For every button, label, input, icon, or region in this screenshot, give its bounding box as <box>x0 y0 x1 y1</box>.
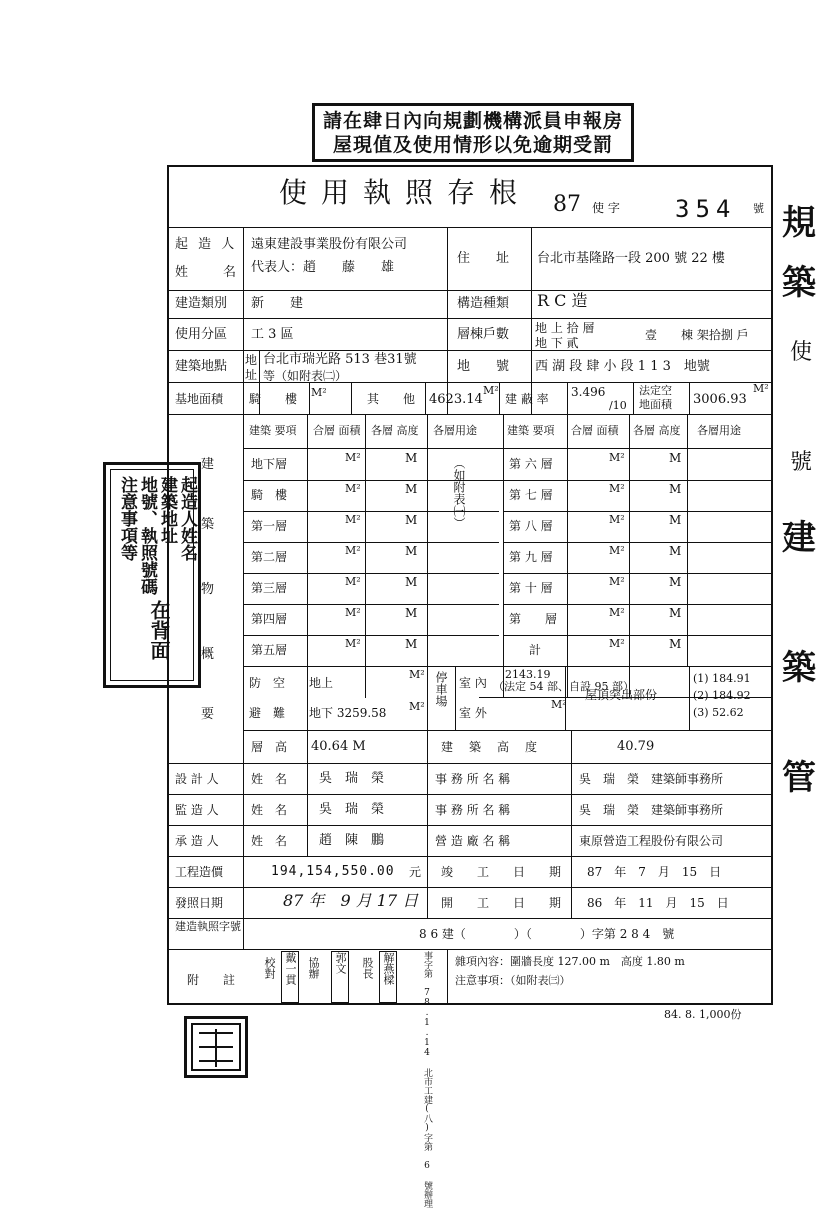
roof-3: (3) 52.62 <box>693 706 744 719</box>
indoor-value: 2143.19 <box>505 668 551 681</box>
unit-area: M² <box>345 575 361 588</box>
indoor-legal: （法定 54 部、自設 95 部） <box>493 680 634 693</box>
row-floor-9: 第 九 層 <box>509 550 553 564</box>
row-floor-3: 第三層 <box>251 581 288 595</box>
legal-label-1: 法定空 <box>639 384 672 397</box>
start-date: 86 年 11 月 15 日 <box>587 896 729 910</box>
bldg-side-3: 物 <box>201 582 215 597</box>
coverage-label: 建 蔽 率 <box>505 392 549 406</box>
zoning-label: 使用分區 <box>175 327 228 342</box>
cost-value: 194,154,550.00 <box>271 864 395 879</box>
signer-engineer: 戴一貫 <box>281 951 299 1003</box>
signer-clerk: 郭文 <box>331 951 349 1003</box>
col-area-right: 合層 面積 <box>571 424 619 437</box>
col-usage-right: 各層用途 <box>697 424 741 437</box>
unit-h: M <box>405 637 418 651</box>
row-floor-6: 第 六 層 <box>509 457 553 471</box>
header-suffix: 號 <box>753 202 764 215</box>
row-floor-4: 第四層 <box>251 612 288 626</box>
side-stamp-col4: 注意事項等 <box>117 476 137 561</box>
floor-height-label: 層 高 <box>251 740 288 754</box>
unit-h: M <box>405 482 418 496</box>
builder-label: 起 造 人 <box>175 237 238 252</box>
coverage-value: 3.496 <box>571 385 606 399</box>
col-height-left: 各層 高度 <box>371 424 419 437</box>
designer-office-label: 事 務 所 名 稱 <box>435 772 511 786</box>
permit-value: 8 6 建（ ）（ ）字第 2 8 4 號 <box>419 927 675 941</box>
right-frag-3: 使 <box>790 340 813 365</box>
signer-section: 解燕樑 <box>379 951 397 1003</box>
bldg-side-5: 要 <box>201 707 215 722</box>
base-label: 基地面積 <box>175 392 224 406</box>
issue-label: 發照日期 <box>175 896 224 910</box>
category-value: 新 建 <box>251 296 304 311</box>
unit-area: M² <box>609 451 625 464</box>
location-address-2: 等（如附表㈡） <box>263 369 348 383</box>
notes-attention: 注意事項：（如附表㈢） <box>455 974 571 987</box>
supervisor-label: 監 造 人 <box>175 803 219 817</box>
cost-label: 工程造價 <box>175 865 224 879</box>
lot-label: 地 號 <box>457 359 510 374</box>
location-prefix-1: 地 <box>245 353 258 367</box>
contractor-office-label: 營 造 廠 名 稱 <box>435 834 511 848</box>
signer-assist: 協辦 <box>307 957 320 979</box>
signer-chief: 股長 <box>361 957 374 979</box>
zoning-value: 工 3 區 <box>251 327 294 342</box>
notes-label: 附 註 <box>187 973 236 987</box>
col-area-left: 合層 面積 <box>313 424 361 437</box>
unit-h: M <box>405 544 418 558</box>
location-prefix-2: 址 <box>245 368 258 382</box>
lot-value: 西 湖 段 肆 小 段 1 1 3 地號 <box>535 359 710 374</box>
notice-line-1: 請在肆日內向規劃機構派員申報房 <box>322 109 623 132</box>
supervisor-office: 吳 瑞 榮 建築師事務所 <box>579 803 724 817</box>
contractor-name-label: 姓 名 <box>251 834 288 848</box>
cost-unit: 元 <box>409 865 422 879</box>
builder-rep: 代表人：趙 藤 雄 <box>251 260 395 275</box>
air-raid-label-2: 避 難 <box>249 706 286 720</box>
unit-h: M <box>669 637 682 651</box>
row-floor-8: 第 八 層 <box>509 519 553 533</box>
row-floor-10: 第 十 層 <box>509 581 553 595</box>
building-count: 壹 棟 架拾捌 戶 <box>645 328 749 342</box>
completion-date: 87 年 7 月 15 日 <box>587 865 722 879</box>
unit-area: M² <box>345 451 361 464</box>
air-raid-above: 地上 <box>309 676 334 690</box>
builder-name-label: 姓 名 <box>175 265 240 280</box>
base-area: 4623.14 <box>429 392 483 407</box>
air-raid-unit: M² <box>409 700 425 713</box>
issue-date: 87 年 9 月 17 日 <box>283 891 419 910</box>
contractor-label: 承 造 人 <box>175 834 219 848</box>
col-item-right: 建築 要項 <box>507 424 555 437</box>
start-label: 開 工 日 期 <box>441 896 562 910</box>
col-item-left: 建築 要項 <box>249 424 297 437</box>
unit-h: M <box>669 606 682 620</box>
col-usage-left: 各層用途 <box>433 424 477 437</box>
unit-h: M <box>669 513 682 527</box>
unit-area: M² <box>345 606 361 619</box>
side-stamp-col1: 起造人姓名 <box>177 476 197 561</box>
structure-label: 構造種類 <box>457 296 510 311</box>
row-basement: 地下層 <box>251 457 288 471</box>
unit-h: M <box>405 451 418 465</box>
bldg-side-4: 概 <box>201 647 215 662</box>
side-stamp-col3: 地號、執照號碼 <box>137 476 157 595</box>
right-frag-6: 築 <box>782 648 816 688</box>
row-floor-2: 第二層 <box>251 550 288 564</box>
building-height-label: 建 築 高 度 <box>441 740 540 754</box>
air-raid-label-1: 防 空 <box>249 676 286 690</box>
designer-name-label: 姓 名 <box>251 772 288 786</box>
floors-label: 層棟戶數 <box>457 327 510 342</box>
official-seal <box>184 1016 248 1078</box>
builder-address: 台北市基隆路一段 200 號 22 樓 <box>537 251 725 266</box>
right-frag-5: 建 <box>782 518 816 558</box>
unit-h: M <box>405 606 418 620</box>
unit-area: M² <box>345 482 361 495</box>
floors-down: 地 下 貳 <box>535 336 579 350</box>
unit-h: M <box>405 513 418 527</box>
unit-area: M² <box>609 606 625 619</box>
unit-h: M <box>669 482 682 496</box>
bldg-side-1: 建 <box>201 457 215 472</box>
outdoor-label: 室 外 <box>459 706 487 720</box>
outdoor-unit: M² <box>551 698 567 711</box>
signer-check: 校對 <box>263 957 276 979</box>
permit-label: 建造執照字號 <box>175 920 241 933</box>
right-frag-4: 號 <box>790 450 813 475</box>
legal-area-unit: M² <box>753 382 769 395</box>
contractor-name: 趙 陳 鵬 <box>319 833 385 848</box>
supervisor-name: 吳 瑞 榮 <box>319 802 385 817</box>
row-floor-7: 第 七 層 <box>509 488 553 502</box>
form-title: 使用執照存根 <box>279 176 532 209</box>
designer-label: 設 計 人 <box>175 772 219 786</box>
supervisor-office-label: 事 務 所 名 稱 <box>435 803 511 817</box>
row-floor-1: 第一層 <box>251 519 288 533</box>
arcade-unit: M² <box>311 386 327 399</box>
row-arcade: 騎 樓 <box>251 488 288 502</box>
row-total: 計 <box>529 643 542 657</box>
address-label: 住 址 <box>457 251 510 266</box>
footer-print: 84. 8. 1,000份 <box>664 1008 742 1021</box>
notice-stamp <box>312 103 634 162</box>
unit-area: M² <box>609 513 625 526</box>
base-area-unit: M² <box>483 384 499 397</box>
builder-company: 遠東建設事業股份有限公司 <box>251 237 408 252</box>
col-height-right: 各層 高度 <box>633 424 681 437</box>
right-frag-1: 規 <box>782 203 816 243</box>
legal-label-2: 地面積 <box>639 398 672 411</box>
designer-office: 吳 瑞 榮 建築師事務所 <box>579 772 724 786</box>
unit-h: M <box>405 575 418 589</box>
unit-area: M² <box>609 544 625 557</box>
notice-line-2: 屋現值及使用情形以免逾期受罰 <box>332 133 613 156</box>
contractor-office: 東原營造工程股份有限公司 <box>579 834 724 848</box>
roof-2: (2) 184.92 <box>693 689 751 702</box>
air-raid-unit: M² <box>409 668 425 681</box>
unit-area: M² <box>609 637 625 650</box>
unit-area: M² <box>609 482 625 495</box>
permit-number: 354 <box>675 195 737 223</box>
right-frag-7: 管 <box>782 758 816 798</box>
unit-area: M² <box>609 575 625 588</box>
completion-label: 竣 工 日 期 <box>441 865 562 879</box>
bldg-side-2: 築 <box>201 517 215 532</box>
side-stamp-bottom: 在背面 <box>147 600 171 660</box>
supervisor-name-label: 姓 名 <box>251 803 288 817</box>
unit-h: M <box>669 544 682 558</box>
header-year: 87 <box>553 192 581 217</box>
unit-area: M² <box>345 637 361 650</box>
floor-height: 40.64 M <box>311 739 366 754</box>
notes-misc: 雜項內容：圍牆長度 127.00 m 高度 1.80 m <box>455 955 685 968</box>
unit-area: M² <box>345 513 361 526</box>
row-floor-5: 第五層 <box>251 643 288 657</box>
coverage-den: /10 <box>609 399 627 412</box>
right-frag-2: 築 <box>782 263 816 303</box>
side-stamp-col2: 建築地址 <box>157 476 177 544</box>
usage-note: （如附表㈠） <box>452 457 466 529</box>
parking-label: 停車場 <box>434 671 448 707</box>
unit-h: M <box>669 575 682 589</box>
other-label: 其 他 <box>367 392 416 406</box>
unit-area: M² <box>345 544 361 557</box>
structure-value: R C 造 <box>537 291 588 310</box>
roof-1: (1) 184.91 <box>693 672 751 685</box>
category-label: 建造類別 <box>175 296 228 311</box>
air-raid-below: 地下 3259.58 <box>309 706 387 720</box>
location-address: 台北市瑞光路 513 巷31號 <box>263 352 417 367</box>
location-label: 建築地點 <box>175 359 228 374</box>
floors-up: 地 上 拾 層 <box>535 321 595 335</box>
arcade-label: 騎 樓 <box>249 392 298 406</box>
building-height: 40.79 <box>617 739 655 754</box>
legal-area: 3006.93 <box>693 392 747 407</box>
indoor-label: 室 內 <box>459 676 487 690</box>
header-word: 使 字 <box>592 201 620 215</box>
designer-name: 吳 瑞 榮 <box>319 771 385 786</box>
row-floor-n: 第 層 <box>509 612 558 626</box>
roof-label: 屋頂突出部份 <box>585 688 658 702</box>
seal-icon <box>187 1019 245 1075</box>
unit-h: M <box>669 451 682 465</box>
notes-ref: 事字第 78.1.14 北市工建(八)字第 6 號辦理 <box>422 951 432 1208</box>
